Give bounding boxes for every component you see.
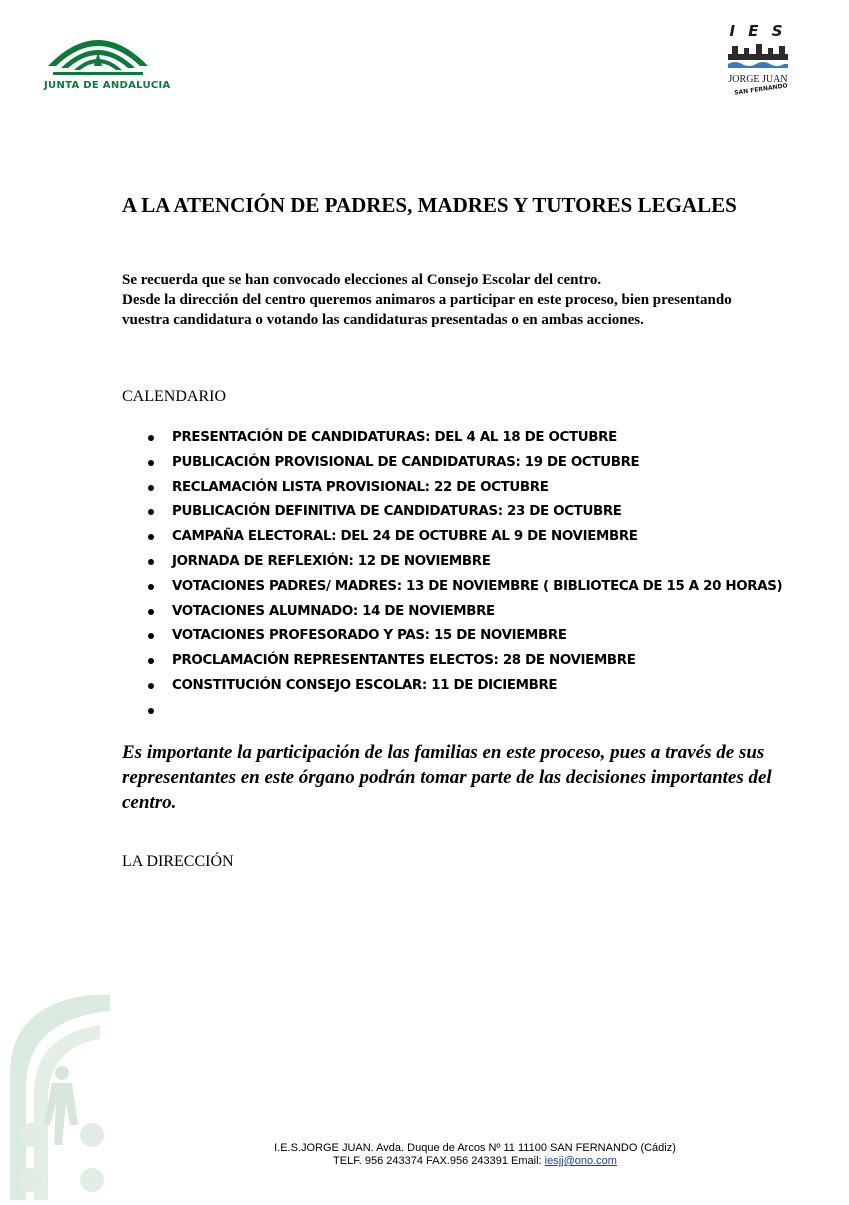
junta-arches-icon — [43, 20, 153, 78]
calendar-item-text: VOTACIONES PADRES/ MADRES: 13 DE NOVIEMBRE ( BIBLIOTECA DE 15 A 20 HORAS) — [172, 578, 783, 594]
intro-paragraph: Desde la dirección del centro queremos animaros a participar en este proceso, bien presentando vuestra candidatura o votando las candidaturas presentadas o en ambas acciones. — [122, 292, 732, 328]
junta-de-andalucia-logo — [38, 20, 171, 100]
closing-paragraph: Es importante la participación de las familias en este proceso, pues a través de sus representantes en este órgano podrán tomar parte de las decisiones importantes del centro. — [122, 742, 772, 813]
calendar-item — [122, 600, 822, 625]
footer-contact — [170, 1155, 780, 1168]
calendar-item — [122, 575, 822, 600]
calendar-item-text: PRESENTACIÓN DE CANDIDATURAS: DEL 4 AL 18 DE OCTUBRE — [172, 430, 617, 445]
bullet-icon — [148, 534, 154, 540]
ies-logo-letters: I E S — [729, 22, 787, 40]
bullet-icon — [148, 584, 154, 590]
calendar-item — [122, 451, 822, 476]
watermark-emblem — [0, 985, 140, 1200]
bullet-icon — [148, 485, 154, 491]
calendar-item-text: RECLAMACIÓN LISTA PROVISIONAL: 22 DE OCTUBRE — [172, 479, 549, 495]
bullet-icon — [148, 658, 154, 664]
calendar-item-text: VOTACIONES ALUMNADO: 14 DE NOVIEMBRE — [172, 603, 495, 619]
calendar-item-text: PUBLICACIÓN DEFINITIVA DE CANDIDATURAS: 23 DE OCTUBRE — [172, 504, 622, 520]
junta-logo-text: JUNTA DE ANDALUCIA — [44, 80, 171, 91]
calendar-item — [122, 525, 822, 550]
calendar-item — [122, 674, 822, 699]
calendar-item-text: JORNADA DE REFLEXIÓN: 12 DE NOVIEMBRE — [172, 553, 491, 569]
calendar-item — [122, 476, 822, 501]
calendar-item — [122, 624, 822, 649]
calendar-item — [122, 500, 822, 525]
calendar-item-text: CONSTITUCIÓN CONSEJO ESCOLAR: 11 DE DICIEMBRE — [172, 677, 558, 693]
calendar-item — [122, 550, 822, 575]
bullet-icon — [148, 609, 154, 615]
calendar-item — [122, 426, 822, 451]
castle-skyline-icon — [728, 44, 788, 72]
calendar-item — [122, 699, 822, 724]
calendar-item — [122, 649, 822, 674]
ies-jorge-juan-logo — [718, 22, 798, 102]
footer — [170, 1142, 780, 1168]
calendar-item-text: PUBLICACIÓN PROVISIONAL DE CANDIDATURAS: 19 DE OCTUBRE — [172, 454, 640, 470]
calendar-item-text: CAMPAÑA ELECTORAL: DEL 24 DE OCTUBRE AL 9 DE NOVIEMBRE — [172, 529, 638, 545]
notice-title: A LA ATENCIÓN DE PADRES, MADRES Y TUTORES LEGALES — [122, 193, 737, 217]
hercules-emblem-icon — [0, 985, 140, 1200]
footer-address: I.E.S.JORGE JUAN. Avda. Duque de Arcos Nº 11 11100 SAN FERNANDO (Cádiz) — [274, 1142, 676, 1154]
calendar-list — [122, 426, 822, 724]
bullet-icon — [148, 683, 154, 689]
signature: LA DIRECCIÓN — [122, 853, 234, 870]
bullet-icon — [148, 559, 154, 565]
calendar-heading: CALENDARIO — [122, 388, 226, 405]
bullet-icon — [148, 460, 154, 466]
ies-logo-city: SAN FERNANDO — [733, 82, 789, 97]
bullet-icon — [148, 509, 154, 515]
bullet-icon — [148, 633, 154, 639]
intro-paragraph: Se recuerda que se han convocado elecciones al Consejo Escolar del centro. — [122, 272, 602, 288]
bullet-icon — [148, 708, 154, 714]
ies-logo-name: JORGE JUAN — [728, 74, 788, 85]
calendar-item-text: PROCLAMACIÓN REPRESENTANTES ELECTOS: 28 DE NOVIEMBRE — [172, 653, 636, 669]
email-link[interactable]: iesjj@ono.com — [544, 1155, 617, 1167]
bullet-icon — [148, 435, 154, 441]
footer-phone-fax: TELF. 956 243374 FAX.956 243391 Email: — [333, 1155, 545, 1167]
calendar-item-text: VOTACIONES PROFESORADO Y PAS: 15 DE NOVIEMBRE — [172, 628, 567, 644]
intro-text — [122, 270, 762, 330]
